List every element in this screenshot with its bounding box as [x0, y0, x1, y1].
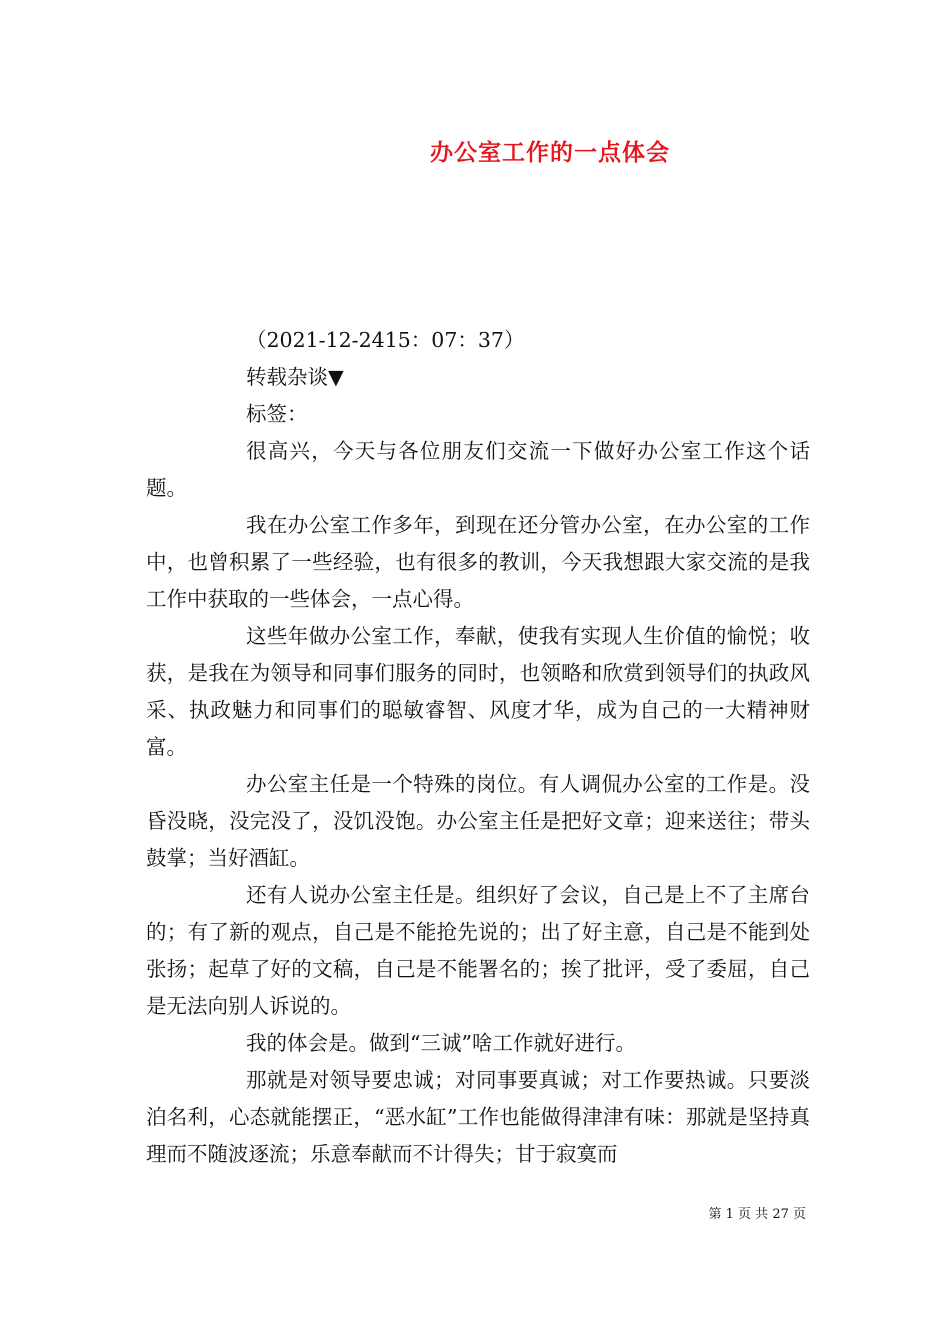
- post-timestamp: （2021-12-2415：07：37）: [246, 328, 525, 352]
- post-category-link[interactable]: 转载杂谈▼: [246, 365, 344, 389]
- paragraph: 我的体会是。做到“三诚”啥工作就好进行。: [246, 1031, 636, 1055]
- page-number-footer: 第 1 页 共 27 页: [708, 1207, 806, 1222]
- paragraph: 这些年做办公室工作，奉献，使我有实现人生价值的愉悦；收获，是我在为领导和同事们服务的同时，也领略和欣赏到领导们的执政风采、执政魅力和同事们的聪敏睿智、风度才华，成为自己的一大精神财富。: [146, 624, 810, 759]
- paragraph: 我在办公室工作多年，到现在还分管办公室，在办公室的工作中，也曾积累了一些经验，也有很多的教训，今天我想跟大家交流的是我工作中获取的一些体会，一点心得。: [146, 513, 810, 611]
- paragraph: 很高兴，今天与各位朋友们交流一下做好办公室工作这个话题。: [146, 439, 810, 500]
- paragraph: 那就是对领导要忠诚；对同事要真诚；对工作要热诚。只要淡泊名利，心态就能摆正，“恶水缸”工作也能做得津津有味：那就是坚持真理而不随波逐流；乐意奉献而不计得失；甘于寂寞而: [146, 1068, 810, 1166]
- paragraph: 办公室主任是一个特殊的岗位。有人调侃办公室的工作是。没昏没晓，没完没了，没饥没饱。办公室主任是把好文章；迎来送往；带头鼓掌；当好酒缸。: [146, 772, 810, 870]
- document-body: [146, 322, 810, 1173]
- paragraph: 还有人说办公室主任是。组织好了会议，自己是上不了主席台的；有了新的观点，自己是不能抢先说的；出了好主意，自己是不能到处张扬；起草了好的文稿，自己是不能署名的；挨了批评，受了委屈，自己是无法向别人诉说的。: [146, 883, 810, 1018]
- document-title: 办公室工作的一点体会: [430, 139, 670, 166]
- tags-label: 标签：: [246, 402, 308, 426]
